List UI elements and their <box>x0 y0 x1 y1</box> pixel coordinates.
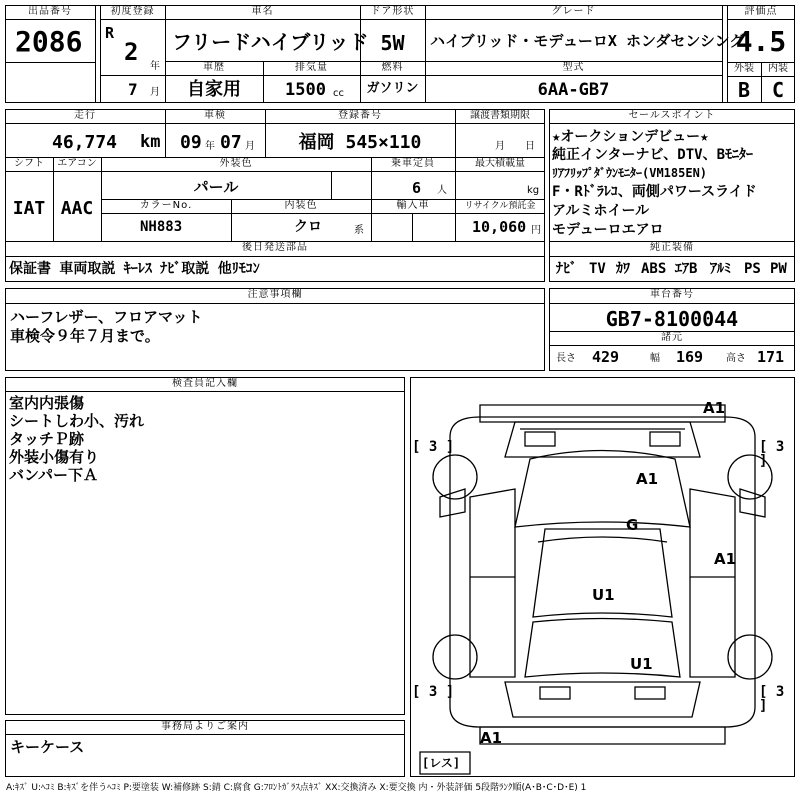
equipment-item: ｴｱB <box>675 261 698 277</box>
interior: クロ <box>294 219 322 235</box>
inspector-line: タッチＰ跡 <box>9 430 85 448</box>
spare-tire: [レス] <box>422 756 461 770</box>
fuel-label: 燃料 <box>381 62 404 73</box>
fuel: ガソリン <box>366 81 419 96</box>
colorno: NH883 <box>140 219 183 235</box>
sales-line: ★オークションデビュー★ <box>552 129 709 145</box>
height-label: 高さ <box>726 353 746 364</box>
int-grade: C <box>771 78 785 102</box>
capacity-label: 乗車定員 <box>391 158 435 169</box>
era: R <box>105 24 115 42</box>
maxload-unit: kg <box>527 185 540 196</box>
insp-year-unit: 年 <box>205 141 215 152</box>
insp-year: 09 <box>180 132 202 153</box>
reg-month: 7 <box>128 80 138 99</box>
insp-month: 07 <box>220 132 242 153</box>
damage-mark-rear-bumper: A1 <box>480 729 503 747</box>
equipment-item: ｶﾜ <box>616 261 630 277</box>
inspector-label: 検査員記入欄 <box>172 378 238 389</box>
recycle: 10,060 <box>472 218 527 236</box>
reg-year-unit: 年 <box>150 61 160 72</box>
model-label: 型式 <box>562 62 585 73</box>
length: 429 <box>592 348 620 366</box>
displacement-label: 排気量 <box>295 62 328 73</box>
interior-unit: 系 <box>354 225 364 236</box>
car-name: フリードハイブリッド <box>172 30 369 54</box>
ac-label: エアコン <box>57 158 97 169</box>
height: 171 <box>757 348 785 366</box>
damage-mark-front-bumper: A1 <box>703 399 726 417</box>
maxload-label: 最大積載量 <box>475 158 525 169</box>
damage-mark-roof-rear: U1 <box>592 586 615 604</box>
dims-label: 諸元 <box>661 332 683 343</box>
lot-number: 2086 <box>15 25 83 58</box>
reg-month-unit: 月 <box>150 87 160 98</box>
shift-label: シフト <box>14 158 44 169</box>
delivery-label: 後日発送部品 <box>242 242 308 253</box>
notes-label: 注意事項欄 <box>247 289 303 300</box>
inspector-line: 室内内張傷 <box>9 394 85 412</box>
inspection-label: 車検 <box>204 110 226 121</box>
delivery-parts: 保証書 車両取説 ｷｰﾚｽ ﾅﾋﾞ取説 他ﾘﾓｺﾝ <box>9 261 260 277</box>
interior-label: 内装色 <box>284 200 318 211</box>
lot-label: 出品番号 <box>28 6 72 17</box>
width-label: 幅 <box>650 353 660 364</box>
width: 169 <box>676 348 704 366</box>
car-diagram-drawing <box>410 377 795 777</box>
mileage-label: 走行 <box>74 110 96 121</box>
grade: ハイブリッド・モデューロX ホンダセンシング <box>430 32 745 50</box>
damage-mark-right-side: A1 <box>714 550 737 568</box>
int-label: 内装 <box>768 63 788 74</box>
inspector-line: バンパー下Ａ <box>9 466 98 484</box>
equipment-label: 純正装備 <box>650 242 694 253</box>
equipment-item: ABS <box>641 261 667 277</box>
model: 6AA-GB7 <box>537 80 610 100</box>
score-label: 評価点 <box>744 6 778 17</box>
colorno-label: カラーNo. <box>139 200 193 211</box>
door-type: 5W <box>380 31 405 55</box>
door-label: ドア形状 <box>370 6 415 17</box>
transfer-label: 譲渡書類期限 <box>470 110 530 121</box>
tire-rear-right: [ 3 ] <box>759 684 785 714</box>
capacity-unit: 人 <box>437 185 447 196</box>
name-label: 車名 <box>251 6 274 17</box>
legend: A:ｷｽﾞ U:ﾍｺﾐ B:ｷｽﾞを伴うﾍｺﾐ P:要塗装 W:補修跡 S:錆 C:腐食 G:ﾌﾛﾝﾄｶﾞﾗｽ点ｷｽﾞ XX:交換済み X:要交換 内・外装評価 5段階ﾗﾝｸ順(A･B･C･D･E) 1 <box>6 783 587 793</box>
plate-label: 登録番号 <box>338 110 382 121</box>
mileage: 46,774 <box>52 132 118 153</box>
sales-line: ﾘｱﾌﾘｯﾌﾟﾀﾞｳﾝﾓﾆﾀｰ(VM185EN) <box>552 166 708 180</box>
plate: 福岡 545×110 <box>298 132 422 153</box>
chassis-number: GB7-8100044 <box>605 307 739 331</box>
inspector-line: シートしわ小、汚れ <box>9 412 145 430</box>
transfer-month-unit: 月 <box>495 141 505 152</box>
ac: AAC <box>60 198 94 219</box>
equipment-item: ｱﾙﾐ <box>710 261 731 277</box>
tire-front-right: [ 3 ] <box>759 439 785 469</box>
sales-line: F・Rﾄﾞﾗﾚｺ、両側パワースライド <box>552 184 757 200</box>
note-line: 車検令９年７月まで。 <box>10 327 160 345</box>
tire-rear-left: [ 3 ] <box>412 684 455 700</box>
color: パール <box>193 178 239 196</box>
note-line: ハーフレザー、フロアマット <box>10 308 203 326</box>
sales-label: セールスポイント <box>628 110 716 121</box>
office-label: 事務局よりご案内 <box>161 721 249 732</box>
damage-mark-roof: G <box>626 516 639 534</box>
tire-front-left: [ 3 ] <box>412 439 455 455</box>
sales-line: モデューロエアロ <box>552 222 664 238</box>
score: 4.5 <box>735 25 787 58</box>
history: 自家用 <box>187 79 241 100</box>
sales-line: 純正インターナビ、DTV、Bﾓﾆﾀｰ <box>552 147 754 163</box>
history-label: 車歴 <box>203 62 225 73</box>
displacement-unit: cc <box>333 88 344 99</box>
equipment-item: PS <box>744 261 761 277</box>
ext-label: 外装 <box>734 63 754 74</box>
reg-label: 初度登録 <box>110 6 155 17</box>
sales-line: アルミホイール <box>552 203 650 219</box>
length-label: 長さ <box>556 353 576 364</box>
damage-mark-rear: U1 <box>630 655 653 673</box>
damage-mark-hood: A1 <box>636 470 659 488</box>
insp-month-unit: 月 <box>245 141 255 152</box>
ext-grade: B <box>737 78 751 102</box>
color-label: 外装色 <box>219 158 253 169</box>
shift: IAT <box>12 198 46 219</box>
recycle-label: リサイクル預託金 <box>464 201 536 211</box>
equipment-item: PW <box>770 261 787 277</box>
mileage-unit: km <box>140 132 161 152</box>
recycle-unit: 円 <box>531 225 541 236</box>
office-text: キーケース <box>10 738 85 756</box>
equipment-item: ﾅﾋﾞ <box>556 261 577 277</box>
capacity: 6 <box>412 179 422 197</box>
reg-year: 2 <box>124 38 139 66</box>
transfer-day-unit: 日 <box>525 141 535 152</box>
displacement: 1500 <box>285 80 326 100</box>
chassis-label: 車台番号 <box>650 289 694 300</box>
grade-label: グレード <box>551 6 596 17</box>
inspector-line: 外装小傷有り <box>9 448 100 466</box>
equipment-item: TV <box>589 261 606 277</box>
import-label: 輸入車 <box>396 200 430 211</box>
